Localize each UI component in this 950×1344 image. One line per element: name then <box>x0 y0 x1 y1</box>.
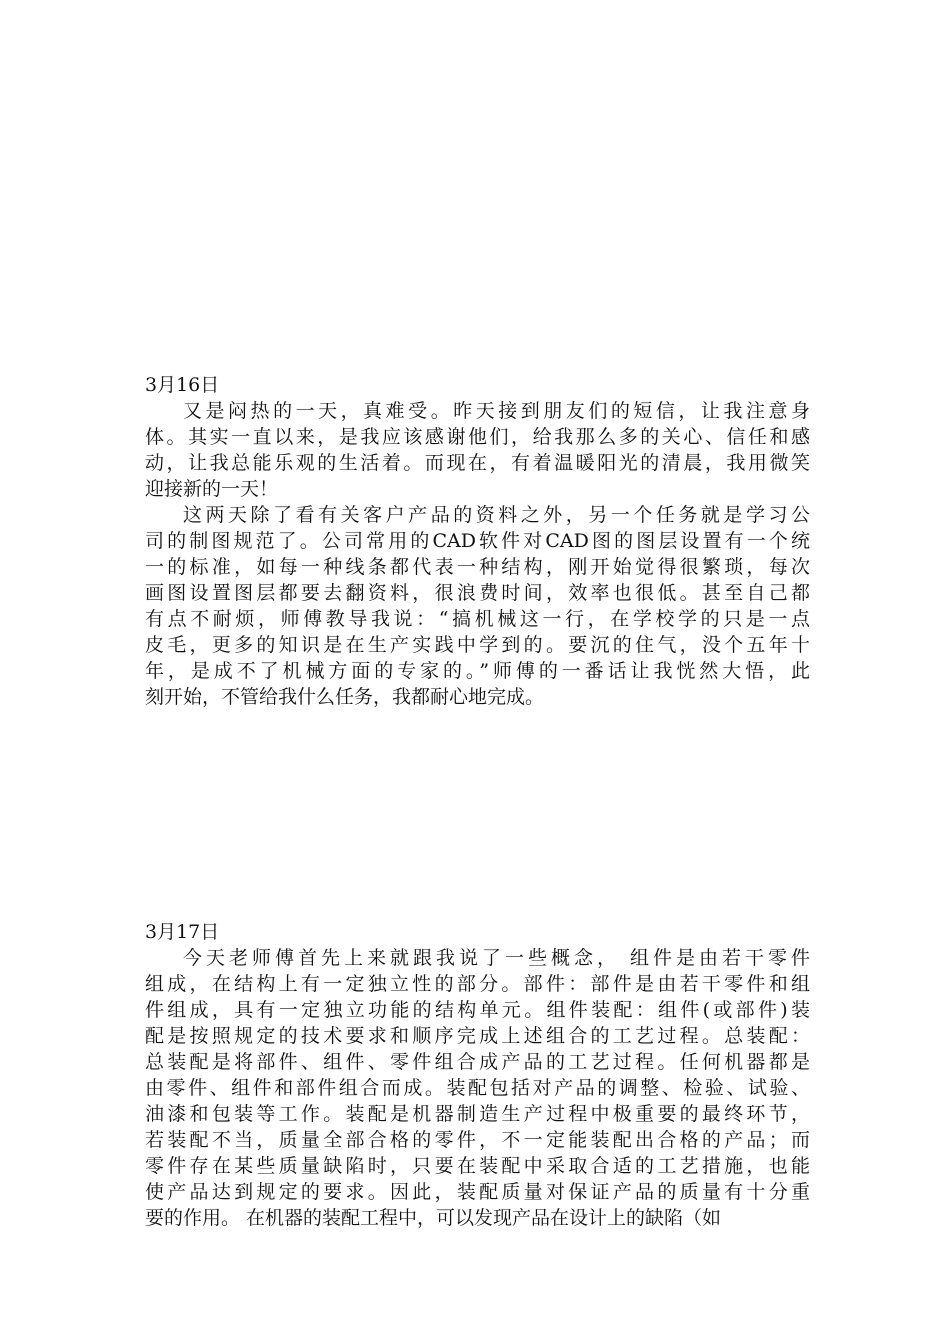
text-line: 皮毛，更多的知识是在生产实践中学到的。要沉的住气，没个五年十 <box>145 634 810 656</box>
text-line: 要的作用。 在机器的装配工程中，可以发现产品在设计上的缺陷（如 <box>145 1207 722 1229</box>
text-line: 这两天除了看有关客户产品的资料之外，另一个任务就是学习公 <box>183 504 810 526</box>
text-line: 年，是成不了机械方面的专家的。”师傅的一番话让我恍然大悟，此 <box>145 660 810 682</box>
text-line: 体。其实一直以来，是我应该感谢他们，给我那么多的关心、信任和感 <box>145 426 810 448</box>
paragraph <box>145 502 810 710</box>
text-line: 司的制图规范了。公司常用的CAD软件对CAD图的图层设置有一个统 <box>145 530 810 552</box>
diary-entry <box>145 919 810 1231</box>
text-line: 迎接新的一天！ <box>145 478 279 500</box>
text-line: 一的标准，如每一种线条都代表一种结构，刚开始觉得很繁琐，每次 <box>145 556 810 578</box>
paragraph <box>145 945 810 1231</box>
paragraph <box>145 398 810 502</box>
entry-date: 3月17日 <box>145 921 220 943</box>
text-line: 油漆和包装等工作。装配是机器制造生产过程中极重要的最终环节， <box>145 1103 810 1125</box>
text-line: 由零件、组件和部件组合而成。装配包括对产品的调整、检验、试验、 <box>145 1077 810 1099</box>
text-line: 有点不耐烦，师傅教导我说：“搞机械这一行，在学校学的只是一点 <box>145 608 810 630</box>
text-line: 今天老师傅首先上来就跟我说了一些概念， 组件是由若干零件 <box>183 947 810 969</box>
text-line: 若装配不当，质量全部合格的零件，不一定能装配出合格的产品；而 <box>145 1129 810 1151</box>
text-line: 零件存在某些质量缺陷时，只要在装配中采取合适的工艺措施，也能 <box>145 1155 810 1177</box>
entry-date: 3月16日 <box>145 374 220 396</box>
text-line: 又是闷热的一天，真难受。昨天接到朋友们的短信，让我注意身 <box>183 400 810 422</box>
text-line: 刻开始，不管给我什么任务，我都耐心地完成。 <box>145 686 545 708</box>
text-line: 使产品达到规定的要求。因此，装配质量对保证产品的质量有十分重 <box>145 1181 810 1203</box>
diary-entry <box>145 372 810 710</box>
text-line: 总装配是将部件、组件、零件组合成产品的工艺过程。任何机器都是 <box>145 1051 810 1073</box>
text-line: 组成，在结构上有一定独立性的部分。部件：部件是由若干零件和组 <box>145 973 810 995</box>
text-line: 件组成，具有一定独立功能的结构单元。组件装配：组件(或部件)装 <box>145 999 810 1021</box>
text-line: 画图设置图层都要去翻资料，很浪费时间，效率也很低。甚至自己都 <box>145 582 810 604</box>
text-line: 配是按照规定的技术要求和顺序完成上述组合的工艺过程。总装配： <box>145 1025 810 1047</box>
text-line: 动，让我总能乐观的生活着。而现在，有着温暖阳光的清晨，我用微笑 <box>145 452 810 474</box>
